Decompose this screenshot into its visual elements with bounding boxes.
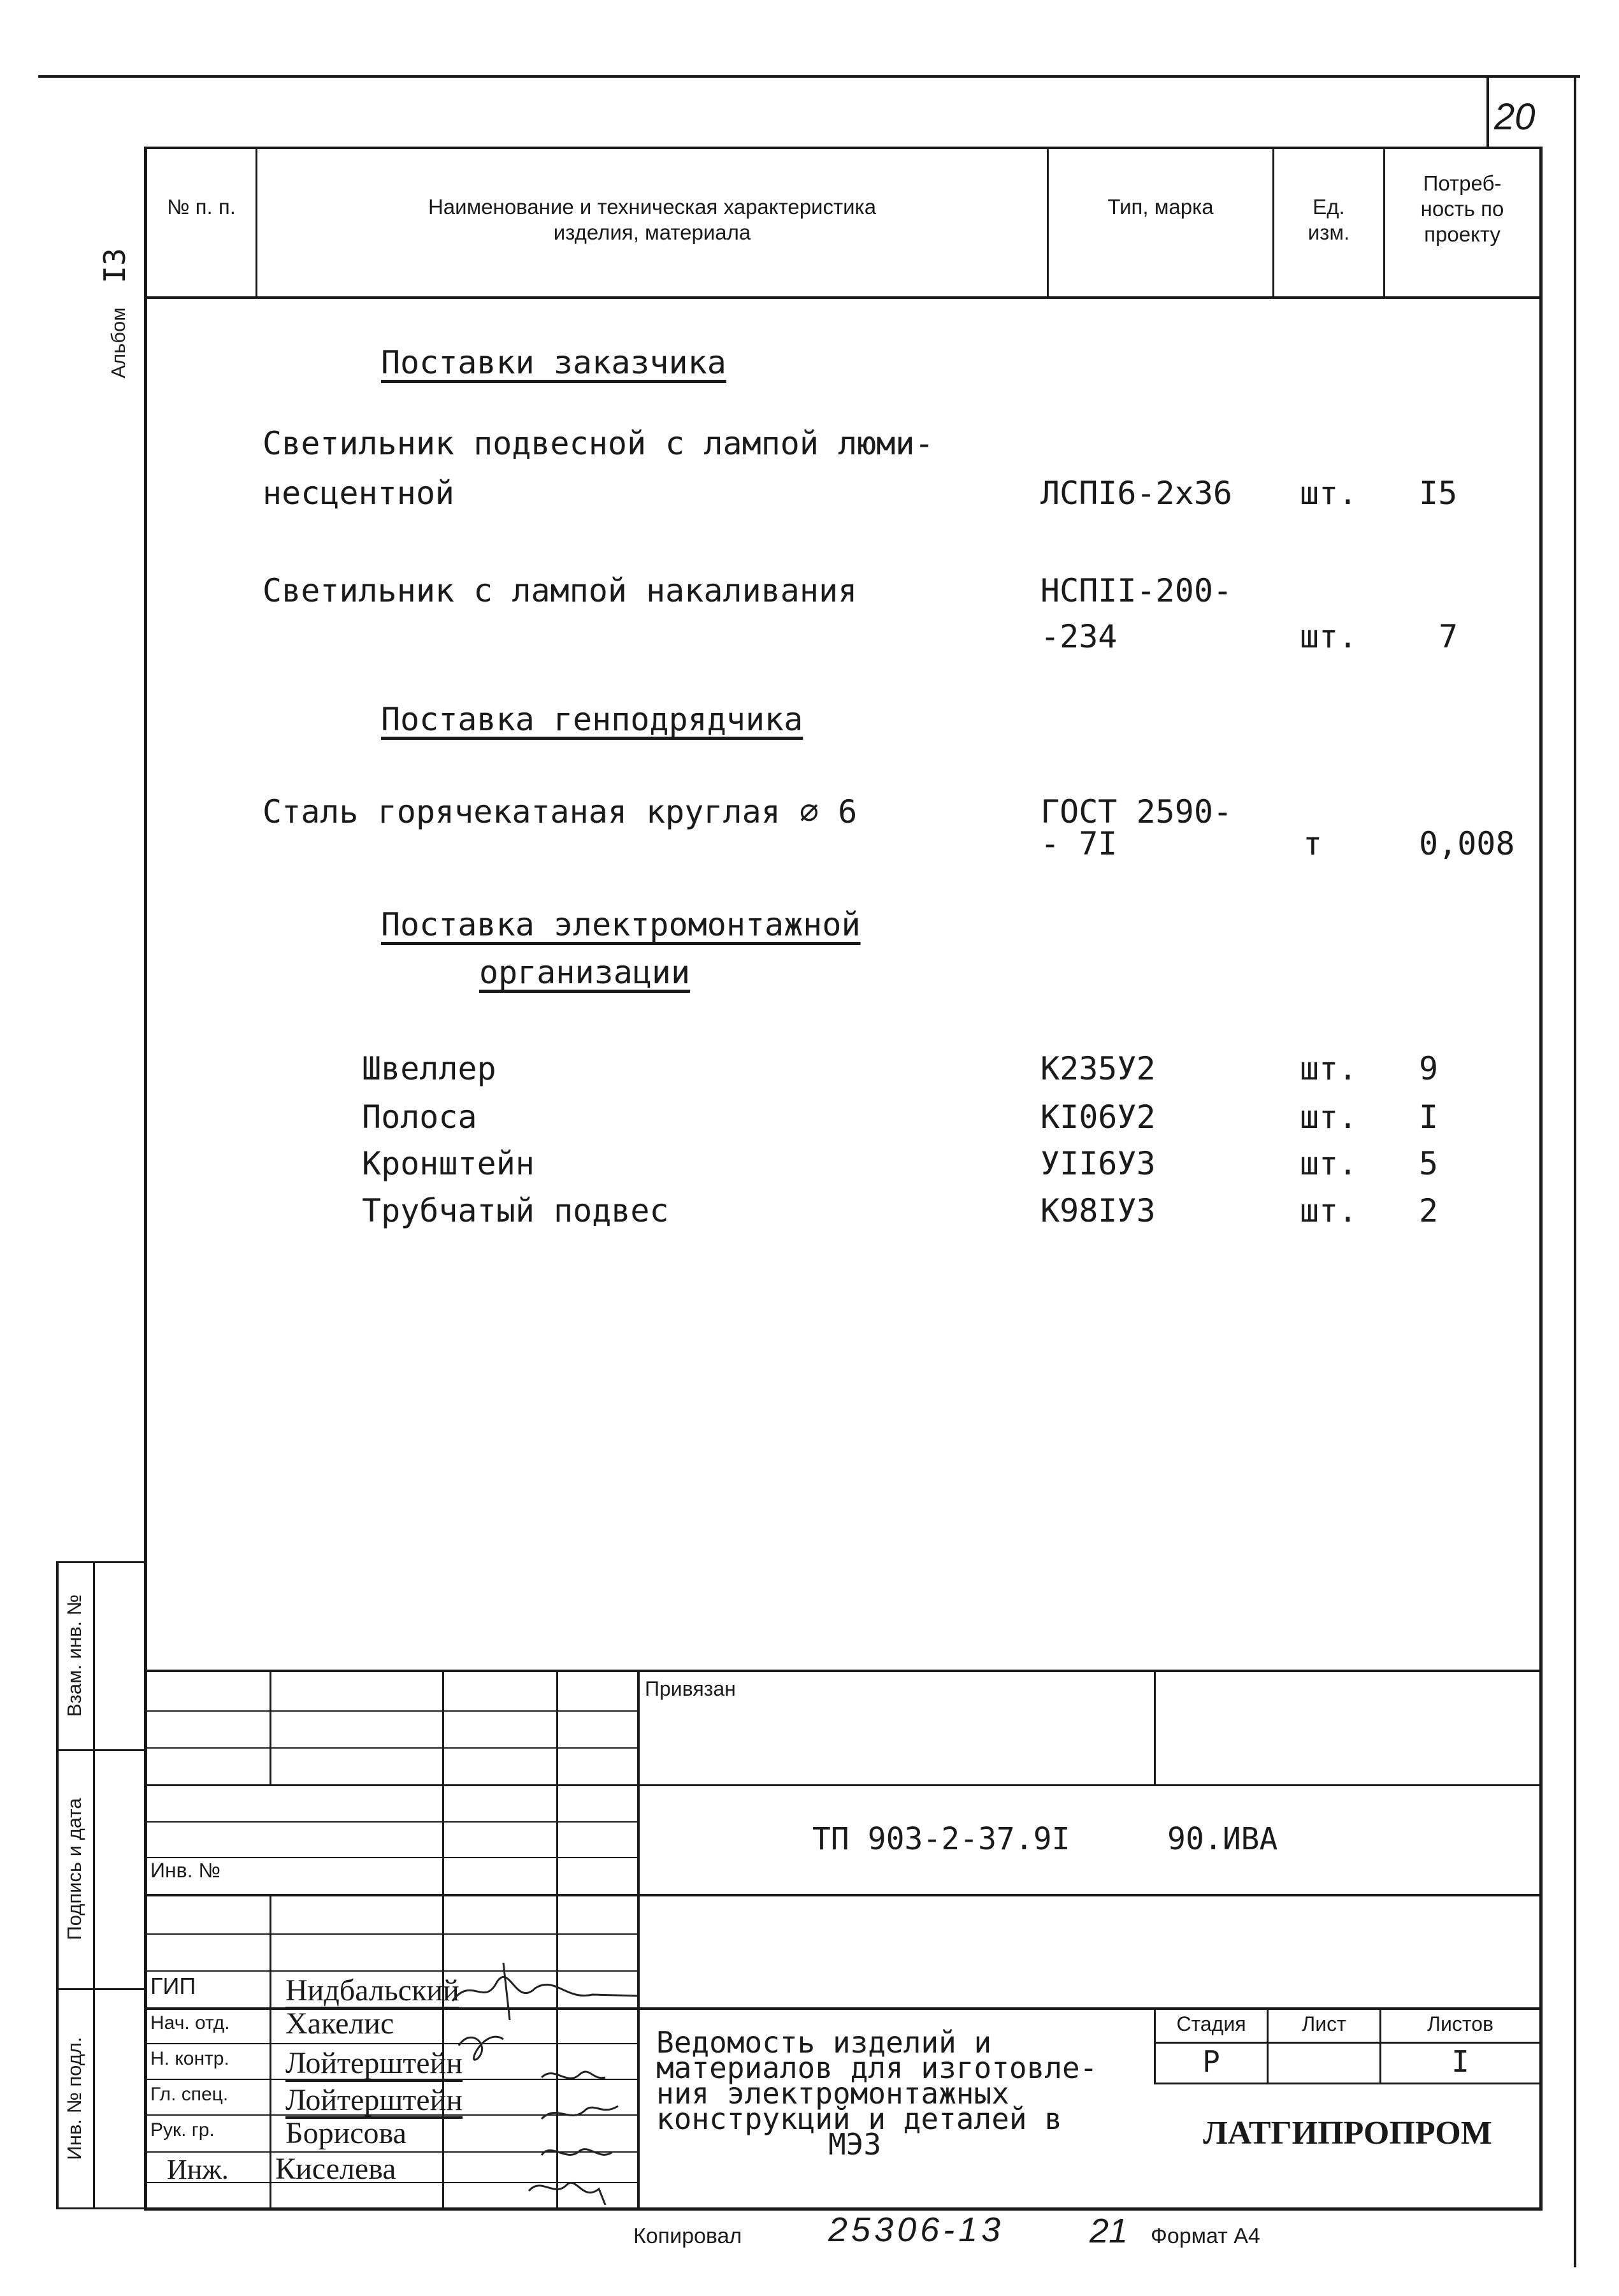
stamp-doc-code: ТП 903-2-37.9I <box>812 1821 1070 1857</box>
header-unit <box>1274 194 1383 245</box>
stamp-v-1b <box>270 1894 271 2207</box>
right-trim-line <box>1574 75 1576 2267</box>
side-sign-date: Подпись и дата <box>63 1798 85 1940</box>
item-strip-type: КI06У2 <box>1040 1099 1156 1136</box>
header-name-line2: изделия, материала <box>553 220 751 244</box>
side-stamp-mid <box>93 1561 95 2207</box>
header-number <box>147 194 255 220</box>
item-steel-qty: 0,008 <box>1419 825 1515 862</box>
footer-copied: Копировал <box>633 2224 742 2248</box>
role-chief: Гл. спец. <box>150 2084 229 2105</box>
item-bracket-type: УII6У3 <box>1040 1145 1156 1182</box>
stamp-left-rule-1 <box>144 1710 638 1712</box>
section-general: Поставка генподрядчика <box>381 701 803 738</box>
item-lamp2-qty: 7 <box>1439 618 1458 655</box>
stamp-bound: Привязан <box>645 1677 736 1700</box>
role-group: Рук. гр. <box>150 2119 215 2141</box>
stamp-v-1a <box>270 1670 271 1784</box>
footer-page: 21 <box>1090 2212 1128 2250</box>
side-inv-replace: Взам. инв. № <box>63 1594 85 1717</box>
header-name-line1: Наименование и техническая характеристика <box>428 195 877 219</box>
header-number-label: № п. п. <box>167 195 236 219</box>
item-steel-type-2: - 7I <box>1040 825 1118 862</box>
stamp-inv-no: Инв. № <box>150 1859 220 1882</box>
stage-label: Стадия <box>1176 2012 1246 2035</box>
signatures <box>446 1950 656 2205</box>
item-strip-unit: шт. <box>1300 1099 1358 1136</box>
stamp-left-rule-2 <box>144 1747 638 1749</box>
item-hanger-type: К98IУ3 <box>1040 1192 1156 1229</box>
item-strip-qty: I <box>1419 1099 1439 1136</box>
stamp-left-rule-7 <box>144 1933 638 1935</box>
item-lamp2-type-1: НСПII-200- <box>1040 572 1233 609</box>
album-number: I3 <box>97 248 132 284</box>
header-name <box>257 194 1047 245</box>
side-inv-orig: Инв. № подл. <box>63 2037 85 2160</box>
item-lamp2-unit: шт. <box>1300 618 1358 655</box>
stamp-rule-6 <box>144 1894 1542 1896</box>
item-lamp1-unit: шт. <box>1300 475 1358 512</box>
footer-format: Формат А4 <box>1151 2224 1260 2248</box>
header-bottom-rule <box>144 296 1542 299</box>
stamp-title-line1: Ведомость изделий и <box>656 2025 992 2060</box>
stamp-top-rule <box>144 1670 1542 1672</box>
item-hanger-name: Трубчатый подвес <box>362 1192 669 1229</box>
stamp-left-rule-4 <box>144 1821 638 1823</box>
side-stamp-bottom <box>56 2207 145 2209</box>
stamp-v-5 <box>1154 1670 1156 1784</box>
name-head: Хакелис <box>285 2007 394 2040</box>
role-gip: ГИП <box>150 1973 196 1999</box>
stamp-title-line5: МЭЗ <box>828 2127 882 2162</box>
item-hanger-unit: шт. <box>1300 1192 1358 1229</box>
stamp-stage-rule <box>1154 2042 1542 2044</box>
name-norm: Лойтерштейн <box>285 2046 463 2080</box>
item-strip-name: Полоса <box>362 1099 477 1136</box>
section-electro-1: Поставка электромонтажной <box>381 906 861 943</box>
frame-top <box>144 147 1542 149</box>
stamp-title <box>656 2025 1098 2162</box>
header-need-line2: ность по <box>1420 197 1504 220</box>
header-need-line3: проекту <box>1424 222 1500 246</box>
item-channel-qty: 9 <box>1419 1050 1439 1087</box>
stage-value: Р <box>1202 2044 1220 2079</box>
side-stamp-div2 <box>56 1988 145 1990</box>
item-bracket-qty: 5 <box>1419 1145 1439 1182</box>
role-norm: Н. контр. <box>150 2048 229 2069</box>
item-bracket-name: Кронштейн <box>362 1145 535 1182</box>
frame-right <box>1539 147 1543 2210</box>
header-type-label: Тип, марка <box>1107 195 1214 219</box>
frame-left <box>144 147 147 2210</box>
item-lamp2-name: Светильник с лампой накаливания <box>263 572 858 609</box>
header-divider-2 <box>1047 147 1049 298</box>
footer-number: 25306-13 <box>828 2211 1005 2249</box>
stamp-title-line3: ния электромонтажных <box>656 2076 1009 2111</box>
header-need-line1: Потреб- <box>1423 171 1502 195</box>
header-need <box>1385 171 1539 247</box>
section-customer: Поставки заказчика <box>381 344 726 381</box>
item-lamp1-type: ЛСПI6-2х36 <box>1040 475 1233 512</box>
item-lamp2-type-2: -234 <box>1040 618 1118 655</box>
item-lamp1-qty: I5 <box>1419 475 1458 512</box>
stamp-v-2 <box>442 1670 444 2207</box>
item-bracket-unit: шт. <box>1300 1145 1358 1182</box>
stamp-doc-suffix: 90.ИВА <box>1167 1821 1278 1857</box>
org-name: ЛАТГИПРОПРОМ <box>1203 2115 1492 2151</box>
sheets-label: Листов <box>1427 2012 1493 2035</box>
section-electro-2: организации <box>479 954 691 991</box>
header-type <box>1049 194 1272 220</box>
stamp-title-line2: материалов для изготовле- <box>656 2051 1098 2085</box>
stamp-title-line4: конструкций и деталей в <box>656 2102 1062 2136</box>
stamp-org-rule <box>1154 2083 1542 2084</box>
item-steel-unit: т <box>1303 825 1323 862</box>
item-channel-unit: шт. <box>1300 1050 1358 1087</box>
item-hanger-qty: 2 <box>1419 1192 1439 1229</box>
item-lamp1-name-1: Светильник подвесной с лампой люми- <box>263 425 934 462</box>
top-rule <box>38 75 1580 78</box>
item-lamp1-name-2: несцентной <box>263 475 455 512</box>
sheet-label: Лист <box>1302 2012 1346 2035</box>
name-eng: Киселева <box>275 2152 396 2186</box>
side-stamp-left <box>56 1561 59 2207</box>
role-eng: Инж. <box>167 2154 229 2185</box>
role-head: Нач. отд. <box>150 2012 230 2033</box>
item-channel-name: Швеллер <box>362 1050 496 1087</box>
header-unit-line1: Ед. <box>1313 195 1345 219</box>
stamp-rule-3 <box>144 1784 1542 1786</box>
sheets-value: I <box>1451 2044 1469 2079</box>
name-gip: Нидбальский <box>285 1974 459 2007</box>
page-number: 20 <box>1494 96 1536 138</box>
item-steel-type-1: ГОСТ 2590- <box>1040 793 1233 830</box>
name-group: Борисова <box>285 2116 407 2150</box>
album-label: Альбом <box>107 307 129 379</box>
page-number-box-left <box>1486 75 1489 147</box>
stamp-left-rule-5 <box>144 1857 638 1858</box>
item-steel-name: Сталь горячекатаная круглая ∅ 6 <box>263 793 858 830</box>
name-chief: Лойтерштейн <box>285 2083 463 2117</box>
item-channel-type: К235У2 <box>1040 1050 1156 1087</box>
header-unit-line2: изм. <box>1307 220 1350 244</box>
